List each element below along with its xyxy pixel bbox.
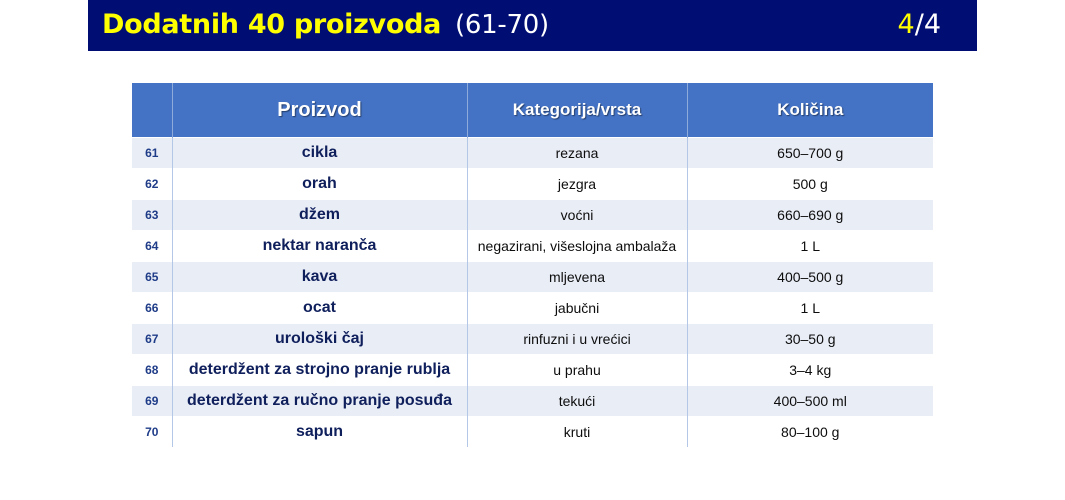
row-number: 64 (132, 231, 172, 262)
title-text: Dodatnih 40 proizvoda (102, 9, 442, 40)
row-quantity: 400–500 ml (687, 386, 933, 417)
table-row (132, 231, 933, 262)
table-row (132, 386, 933, 417)
row-number: 66 (132, 293, 172, 324)
row-category: mljevena (467, 262, 687, 293)
table-row (132, 169, 933, 200)
table-row (132, 293, 933, 324)
header-quantity: Količina (687, 83, 933, 138)
table-row (132, 262, 933, 293)
row-quantity: 3–4 kg (687, 355, 933, 386)
row-product: cikla (172, 138, 467, 169)
row-product: orah (172, 169, 467, 200)
row-quantity: 660–690 g (687, 200, 933, 231)
row-category: jezgra (467, 169, 687, 200)
row-product: sapun (172, 417, 467, 448)
row-number: 65 (132, 262, 172, 293)
row-number: 69 (132, 386, 172, 417)
row-product: deterdžent za ručno pranje posuđa (172, 386, 467, 417)
title-range: (61-70) (455, 10, 549, 40)
row-quantity: 500 g (687, 169, 933, 200)
row-number: 62 (132, 169, 172, 200)
row-category: kruti (467, 417, 687, 448)
row-category: negazirani, višeslojna ambalaža (467, 231, 687, 262)
row-category: rinfuzni i u vrećici (467, 324, 687, 355)
header-category: Kategorija/vrsta (467, 83, 687, 138)
row-number: 67 (132, 324, 172, 355)
table-row (132, 324, 933, 355)
page-total: /4 (914, 9, 941, 40)
page-current: 4 (897, 9, 915, 40)
row-product: urološki čaj (172, 324, 467, 355)
table-row (132, 355, 933, 386)
row-product: kava (172, 262, 467, 293)
row-number: 70 (132, 417, 172, 448)
row-product: džem (172, 200, 467, 231)
row-quantity: 1 L (687, 293, 933, 324)
table-row (132, 417, 933, 448)
row-quantity: 30–50 g (687, 324, 933, 355)
header-product: Proizvod (172, 83, 467, 138)
row-number: 63 (132, 200, 172, 231)
page-indicator (898, 9, 941, 40)
row-category: voćni (467, 200, 687, 231)
row-category: rezana (467, 138, 687, 169)
row-product: ocat (172, 293, 467, 324)
row-quantity: 400–500 g (687, 262, 933, 293)
row-number: 61 (132, 138, 172, 169)
table-row (132, 200, 933, 231)
header-number (132, 83, 172, 138)
row-category: u prahu (467, 355, 687, 386)
title-bar (88, 0, 977, 51)
slide-title (102, 9, 549, 40)
table-row (132, 138, 933, 169)
row-quantity: 650–700 g (687, 138, 933, 169)
row-quantity: 1 L (687, 231, 933, 262)
row-number: 68 (132, 355, 172, 386)
products-table (132, 83, 933, 447)
row-product: nektar naranča (172, 231, 467, 262)
row-category: tekući (467, 386, 687, 417)
row-category: jabučni (467, 293, 687, 324)
row-product: deterdžent za strojno pranje rublja (172, 355, 467, 386)
table-header-row (132, 83, 933, 138)
row-quantity: 80–100 g (687, 417, 933, 448)
